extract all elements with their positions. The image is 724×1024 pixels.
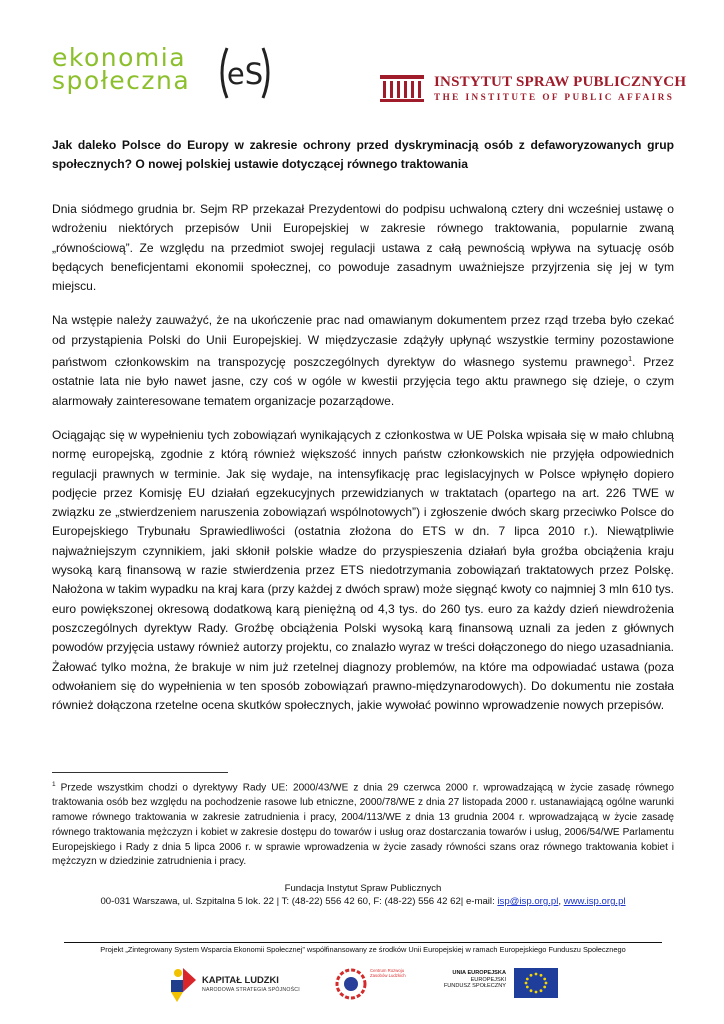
institute-name-pl: INSTYTUT SPRAW PUBLICZNYCH bbox=[434, 74, 687, 90]
foundation-address-line bbox=[52, 895, 674, 908]
es-logo-mark bbox=[215, 44, 275, 102]
paragraph-2-start: Na wstępie należy zauważyć, że na ukończenie prac nad omawianym dokumentem przez rząd trzeba było czekać od przystąpienia Polski do Unii Europejskiej. W międzyczasie zdążyły upłynąć wszystkie terminy pozostawione państwom członkowskim na transpozycję poszczególnych dyrektyw do własnego systemu prawnego bbox=[52, 313, 674, 370]
kapital-ludzki-subtitle: NARODOWA STRATEGIA SPÓJNOŚCI bbox=[202, 987, 300, 993]
footnote-text: Przede wszystkim chodzi o dyrektywy Rady UE: 2000/43/WE z dnia 29 czerwca 2000 r. wprowadzającą w życie zasadę równego traktowania osób bez względu na pochodzenie rasowe lub etniczne, 2000/78/WE z dnia 27 listopada 2000 r. ustanawiającą ogólne warunki ramowe równego traktowania w zakresie zatrudnienia i pracy, 2004/113/WE z dnia 13 grudnia 2004 r. wprowadzającą w życie zasadę równego traktowania mężczyzn i kobiet w zakresie dostępu do towarów i usług oraz dostarczania towarów i usług, 2006/54/WE Parlamentu Europejskiego i Rady z dnia 5 lipca 2006 r. w sprawie wprowadzenia w życie zasady równości szans oraz równego traktowania kobiet i mężczyzn w dziedzinie zatrudnienia i pracy. bbox=[52, 782, 674, 868]
logo-mark-text: eS bbox=[226, 57, 264, 91]
eu-fund-logo bbox=[428, 966, 558, 1002]
crzl-icon bbox=[334, 966, 368, 1002]
eu-line-2: EUROPEJSKI bbox=[470, 976, 506, 983]
email-link[interactable]: isp@isp.org.pl bbox=[497, 896, 559, 907]
article-title: Jak daleko Polsce do Europy w zakresie ochrony przed dyskryminacją osób z defaworyzowanych grup społecznych? O nowej polskiej ustawie dotyczącej równego traktowania bbox=[52, 138, 674, 171]
paragraph-2 bbox=[52, 311, 674, 411]
foundation-address: 00-031 Warszawa, ul. Szpitalna 5 lok. 22 | T: (48-22) 556 42 60, F: (48-22) 556 42 62| e-mail: bbox=[100, 896, 498, 907]
eu-fund-text bbox=[428, 970, 506, 990]
footnote-number: 1 bbox=[52, 781, 56, 788]
footnote-reference[interactable]: 1 bbox=[628, 356, 633, 364]
isp-logo bbox=[378, 74, 687, 104]
project-note: Projekt „Zintegrowany System Wsparcia Ekonomii Społecznej” współfinansowany ze środków Unii Europejskiej w ramach Europejskiego Funduszu Społecznego bbox=[100, 945, 626, 954]
kapital-ludzki-logo bbox=[168, 962, 308, 1006]
paragraph-2-end: . Przez ostatnie lata nie było nawet jasne, czy coś w ogóle w kwestii przyjęcia tego aktu prawnego się dzieje, o czym alarmowały zainteresowane tematem organizacje pozarządowe. bbox=[52, 355, 674, 408]
crzl-logo bbox=[334, 964, 414, 1004]
logo-wordmark bbox=[52, 43, 191, 95]
paragraph-3: Ociągając się w wypełnieniu tych zobowiązań wynikających z członkostwa w UE Polska wpisała się w mało chlubną normę europejską, zgodnie z którą również większość innych państw członkowskich nie przyjęła odpowiednich regulacji prawnych w terminie. Jak się wydaje, na intensyfikację prac legislacyjnych w Polsce wpłynęło dopiero podjęcie przez Komisję EU działań egzekucyjnych przewidzianych w traktatach (opartego na art. 226 TWE w związku ze „stwierdzeniem naruszenia zobowiązań wspólnotowych”) i zgłoszenie dwóch skarg przeciwko Polsce do Europejskiego Trybunału Sprawiedliwości (ostatnia złożona do ETS w dn. 7 lipca 2010 r.). Niewątpliwie najważniejszym czynnikiem, jaki skłonił polskie władze do przyspieszenia działań była groźba obciążenia kraju wysoką karą finansową w razie stwierdzenia przez ETS niedotrzymania zobowiązań traktatowych przez Polskę. Nałożona w takim wypadku na kraj kara (przy każdej z dwóch spraw) może sięgnąć kwoty co najmniej 3 mln 610 tys. euro powiększonej okresową dodatkową karą pieniężną od 4,3 tys. do 260 tys. euro za każdy dzień niewdrożenia poszczególnych dyrektyw Rady. Groźbę obciążenia Polski wysoką karą finansową uznali za jeden z głównych powodów przyjęcia ustawy również autorzy projektu, co znalazło wyraz w treści dołączonego do niego uzasadniania. Żałować tylko można, że brakuje w nim już rzetelnej diagnozy problemów, na które ma odpowiadać ustawa (poza odwołaniem się do wypełnienia w ten sposób zobowiązań prawno-międzynarodowych). Do dokumentu nie została również dołączona rzetelne ocena skutków społecznych, jakie wywołać powinno wprowadzenie nowych przepisów. bbox=[52, 427, 675, 713]
logo-line-2: społeczna bbox=[52, 66, 191, 95]
website-link[interactable]: www.isp.org.pl bbox=[563, 896, 626, 907]
article-body bbox=[52, 200, 674, 730]
logo-line-1: ekonomia bbox=[52, 43, 187, 72]
link-separator: , bbox=[558, 896, 564, 907]
paragraph-1: Dnia siódmego grudnia br. Sejm RP przekazał Prezydentowi do podpisu uchwaloną cztery dni wcześniej ustawę o wdrożeniu niektórych przepisów Unii Europejskiej w zakresie równego traktowania, popularnie zwaną „równościową”. Ze względu na przedmiot swojej regulacji ustawa z całą pewnością wpływa na sytuację osób będących beneficjentami ekonomii społecznej, co powoduje zasadnym uważniejsze przyjrzenia się jej w tym miejscu. bbox=[52, 202, 674, 294]
foundation-name: Fundacja Instytut Spraw Publicznych bbox=[284, 883, 442, 894]
foundation-footer bbox=[52, 882, 674, 908]
eu-line-1: UNIA EUROPEJSKA bbox=[452, 970, 506, 976]
eu-flag-icon bbox=[514, 968, 558, 998]
footnote-separator bbox=[52, 772, 228, 773]
ekonomia-spoleczna-logo bbox=[52, 44, 292, 106]
institute-name-en: THE INSTITUTE OF PUBLIC AFFAIRS bbox=[434, 92, 675, 102]
crzl-text: Centrum Rozwoju Zasobów Ludzkich bbox=[370, 968, 406, 979]
kapital-ludzki-title: KAPITAŁ LUDZKI bbox=[202, 974, 279, 985]
eu-line-3: FUNDUSZ SPOŁECZNY bbox=[443, 983, 506, 990]
isp-columns-icon bbox=[378, 74, 428, 104]
footer-separator bbox=[64, 942, 662, 943]
kapital-ludzki-icon bbox=[168, 964, 198, 1004]
footnote bbox=[52, 778, 674, 870]
